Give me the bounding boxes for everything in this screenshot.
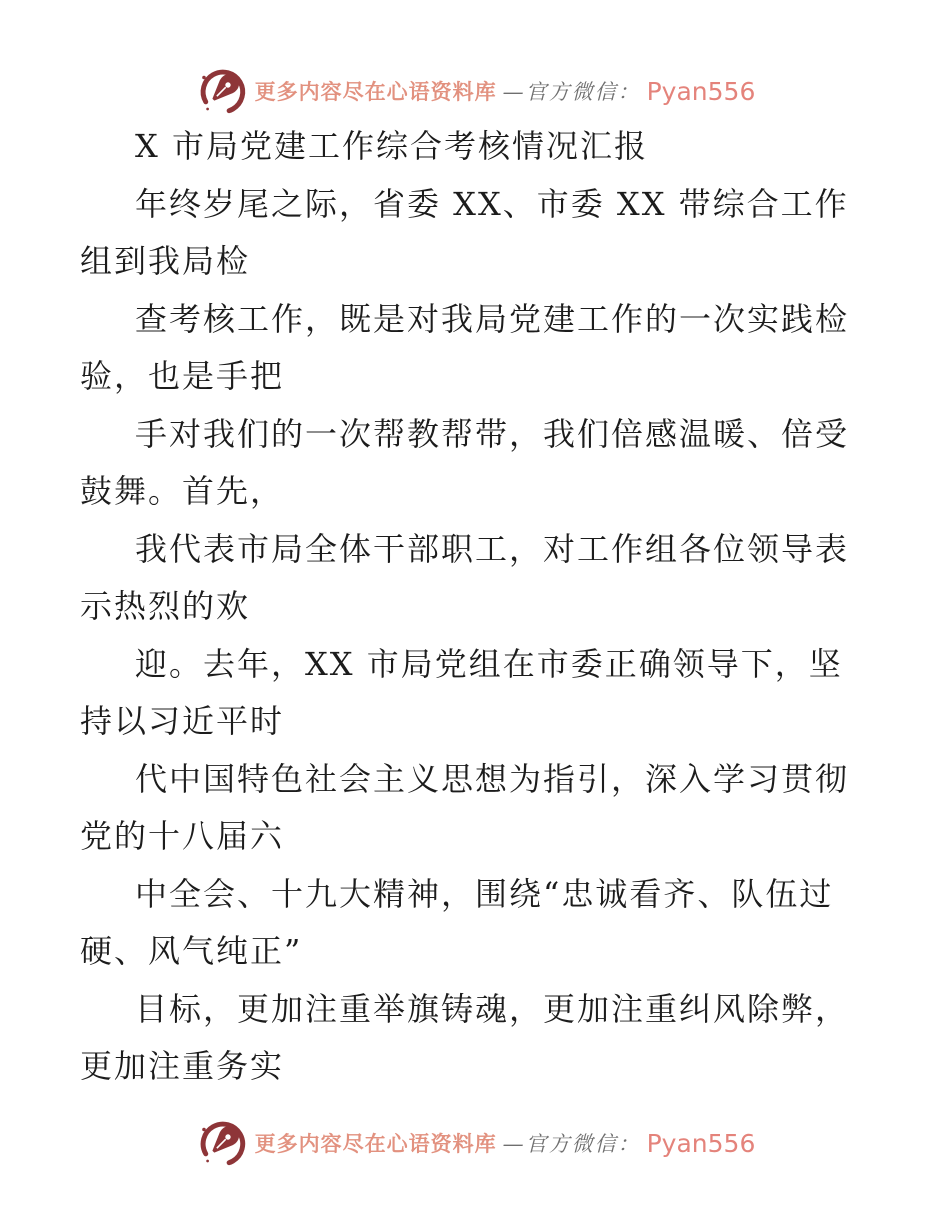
text-line: 迎。去年，XX 市局党组在市委正确领导下，坚 xyxy=(135,644,843,683)
brand-text: 更多内容尽在心语资料库 xyxy=(254,79,497,104)
wechat-label: —官方微信： xyxy=(502,1132,641,1156)
text-line: 持以习近平时 xyxy=(80,702,285,740)
text-line: 中全会、十九大精神，围绕“忠诚看齐、队伍过 xyxy=(135,874,834,913)
pen-nib-circle-icon xyxy=(195,1116,249,1170)
document-body xyxy=(80,118,890,1096)
text-line: 验，也是手把 xyxy=(80,357,285,395)
wechat-id: Pyan556 xyxy=(646,76,756,106)
brand-text: 更多内容尽在心语资料库 xyxy=(254,1131,497,1156)
text-line: 组到我局检 xyxy=(80,242,251,280)
text-line: 目标，更加注重举旗铸魂，更加注重纠风除弊， xyxy=(135,989,850,1028)
text-line: 年终岁尾之际，省委 XX、市委 XX 带综合工作 xyxy=(135,184,849,223)
text-line: 更加注重务实 xyxy=(80,1047,285,1085)
text-line: 示热烈的欢 xyxy=(80,587,251,625)
wechat-id: Pyan556 xyxy=(646,1128,756,1158)
text-line: 我代表市局全体干部职工，对工作组各位领导表 xyxy=(135,529,850,568)
text-line: 代中国特色社会主义思想为指引，深入学习贯彻 xyxy=(135,759,850,798)
pen-nib-circle-icon xyxy=(195,64,249,118)
footer-watermark xyxy=(0,1114,950,1172)
text-line: 硬、风气纯正” xyxy=(80,932,303,970)
text-line: 手对我们的一次帮教帮带，我们倍感温暖、倍受 xyxy=(135,414,850,453)
text-line: 鼓舞。首先， xyxy=(80,472,285,510)
document-title: X 市局党建工作综合考核情况汇报 xyxy=(135,127,648,165)
header-watermark xyxy=(0,62,950,120)
wechat-label: —官方微信： xyxy=(502,80,641,104)
text-line: 党的十八届六 xyxy=(80,817,285,855)
text-line: 查考核工作，既是对我局党建工作的一次实践检 xyxy=(135,299,850,338)
